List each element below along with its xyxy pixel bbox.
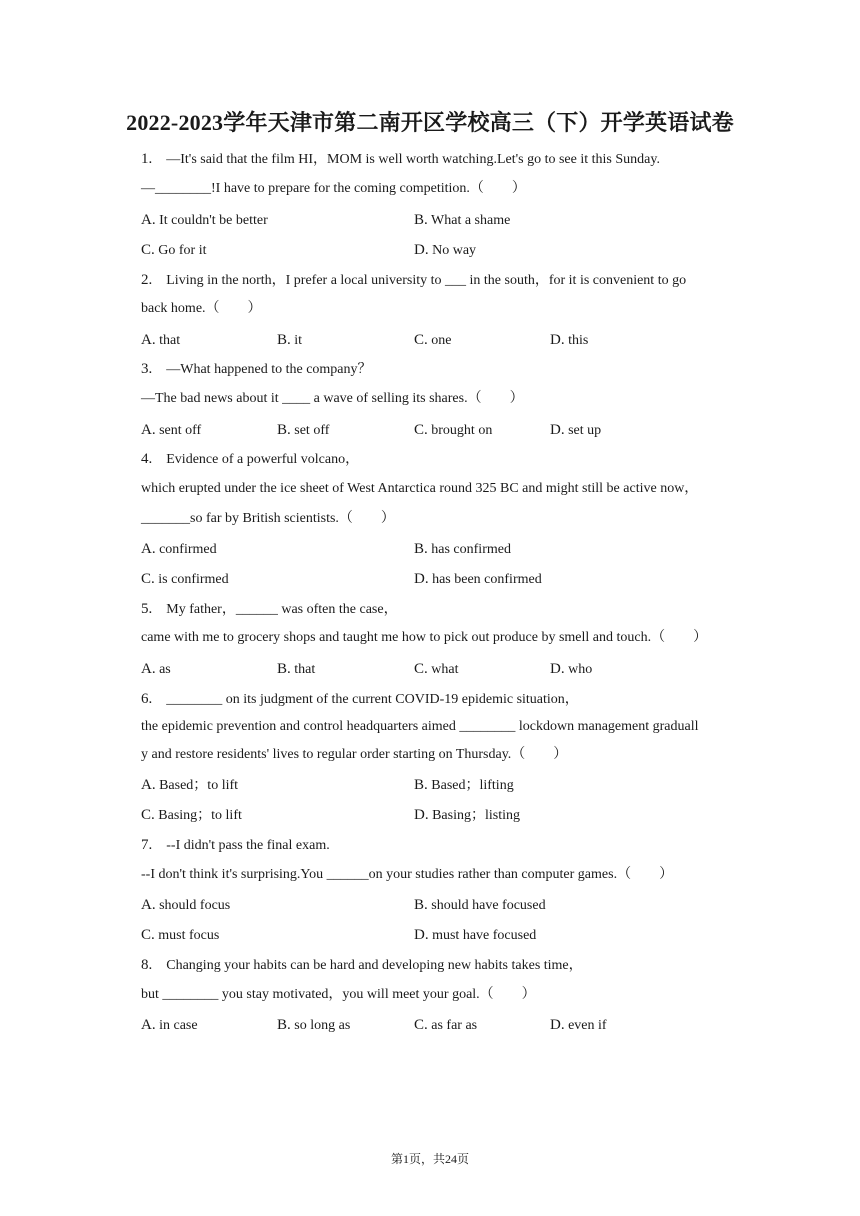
option-b[interactable]: B. set off xyxy=(277,422,330,438)
option-d[interactable]: D. who xyxy=(550,661,593,677)
question-8-stem-line-2: but ________ you stay motivated，you will meet your goal.（ ） xyxy=(141,987,536,1002)
question-number: 1. xyxy=(141,151,153,167)
option-d[interactable]: D. even if xyxy=(550,1017,607,1033)
option-a[interactable]: A. sent off xyxy=(141,422,202,438)
option-c[interactable]: C. Go for it xyxy=(141,242,207,258)
option-a[interactable]: A. that xyxy=(141,332,181,348)
question-4-stem-line-1: 4. Evidence of a powerful volcano， xyxy=(141,451,360,467)
option-a[interactable]: A. should focus xyxy=(141,897,231,913)
option-a[interactable]: A. in case xyxy=(141,1017,198,1033)
option-d[interactable]: D. this xyxy=(550,332,589,348)
question-5-stem-line-1: 5. My father，______ was often the case， xyxy=(141,601,398,617)
option-c[interactable]: C. is confirmed xyxy=(141,571,229,587)
option-c[interactable]: C. as far as xyxy=(414,1017,478,1033)
question-number: 2. xyxy=(141,272,153,288)
option-a[interactable]: A. as xyxy=(141,661,171,677)
option-c[interactable]: C. must focus xyxy=(141,927,220,943)
question-3-stem-line-2: —The bad news about it ____ a wave of selling its shares.（ ） xyxy=(141,391,524,406)
question-2-stem-line-1: 2. Living in the north，I prefer a local university to ___ in the south，for it is convenient to go xyxy=(141,272,687,288)
question-5-stem-line-2: came with me to grocery shops and taught me how to pick out produce by smell and touch.（ ） xyxy=(141,630,708,645)
option-b[interactable]: B. What a shame xyxy=(414,212,511,228)
question-7-stem-line-1: 7. --I didn't pass the final exam. xyxy=(141,837,330,853)
question-7-stem-line-2: --I don't think it's surprising.You ______on your studies rather than computer games.（ ） xyxy=(141,867,674,882)
page-title: 2022-2023学年天津市第二南开区学校高三（下）开学英语试卷 xyxy=(126,110,734,135)
option-d[interactable]: D. Basing；listing xyxy=(414,807,520,823)
option-b[interactable]: B. that xyxy=(277,661,316,677)
question-number: 6. xyxy=(141,691,153,707)
option-b[interactable]: B. it xyxy=(277,332,303,348)
option-c[interactable]: C. one xyxy=(414,332,452,348)
option-a[interactable]: A. It couldn't be better xyxy=(141,212,268,228)
question-number: 7. xyxy=(141,837,153,853)
question-number: 5. xyxy=(141,601,153,617)
option-c[interactable]: C. what xyxy=(414,661,459,677)
option-d[interactable]: D. has been confirmed xyxy=(414,571,542,587)
question-2-stem-line-2: back home.（ ） xyxy=(141,301,262,316)
question-4-stem-line-3: _______so far by British scientists.（ ） xyxy=(141,511,395,526)
option-a[interactable]: A. Based；to lift xyxy=(141,777,239,793)
option-a[interactable]: A. confirmed xyxy=(141,541,217,557)
question-6-stem-line-3: y and restore residents' lives to regular order starting on Thursday.（ ） xyxy=(141,747,568,762)
option-d[interactable]: D. No way xyxy=(414,242,477,258)
option-c[interactable]: C. brought on xyxy=(414,422,493,438)
option-b[interactable]: B. should have focused xyxy=(414,897,546,913)
question-1-stem-line-1: 1. —It's said that the film HI，MOM is well worth watching.Let's go to see it this Sunday. xyxy=(141,151,660,167)
question-3-stem-line-1: 3. —What happened to the company？ xyxy=(141,361,372,377)
question-8-stem-line-1: 8. Changing your habits can be hard and developing new habits takes time， xyxy=(141,957,583,973)
question-4-stem-line-2: which erupted under the ice sheet of West Antarctica round 325 BC and might still be active now， xyxy=(141,481,699,496)
question-6-stem-line-1: 6. ________ on its judgment of the current COVID-19 epidemic situation， xyxy=(141,691,579,707)
question-6-stem-line-2: the epidemic prevention and control headquarters aimed ________ lockdown management graduall xyxy=(141,719,699,734)
option-d[interactable]: D. set up xyxy=(550,422,602,438)
question-1-stem-line-2: —________!I have to prepare for the coming competition.（ ） xyxy=(141,181,526,196)
option-b[interactable]: B. has confirmed xyxy=(414,541,511,557)
option-c[interactable]: C. Basing；to lift xyxy=(141,807,242,823)
option-d[interactable]: D. must have focused xyxy=(414,927,537,943)
option-b[interactable]: B. so long as xyxy=(277,1017,351,1033)
option-b[interactable]: B. Based；lifting xyxy=(414,777,514,793)
question-number: 8. xyxy=(141,957,153,973)
question-number: 3. xyxy=(141,361,153,377)
page-footer: 第1页，共24页 xyxy=(390,1152,469,1166)
question-number: 4. xyxy=(141,451,153,467)
